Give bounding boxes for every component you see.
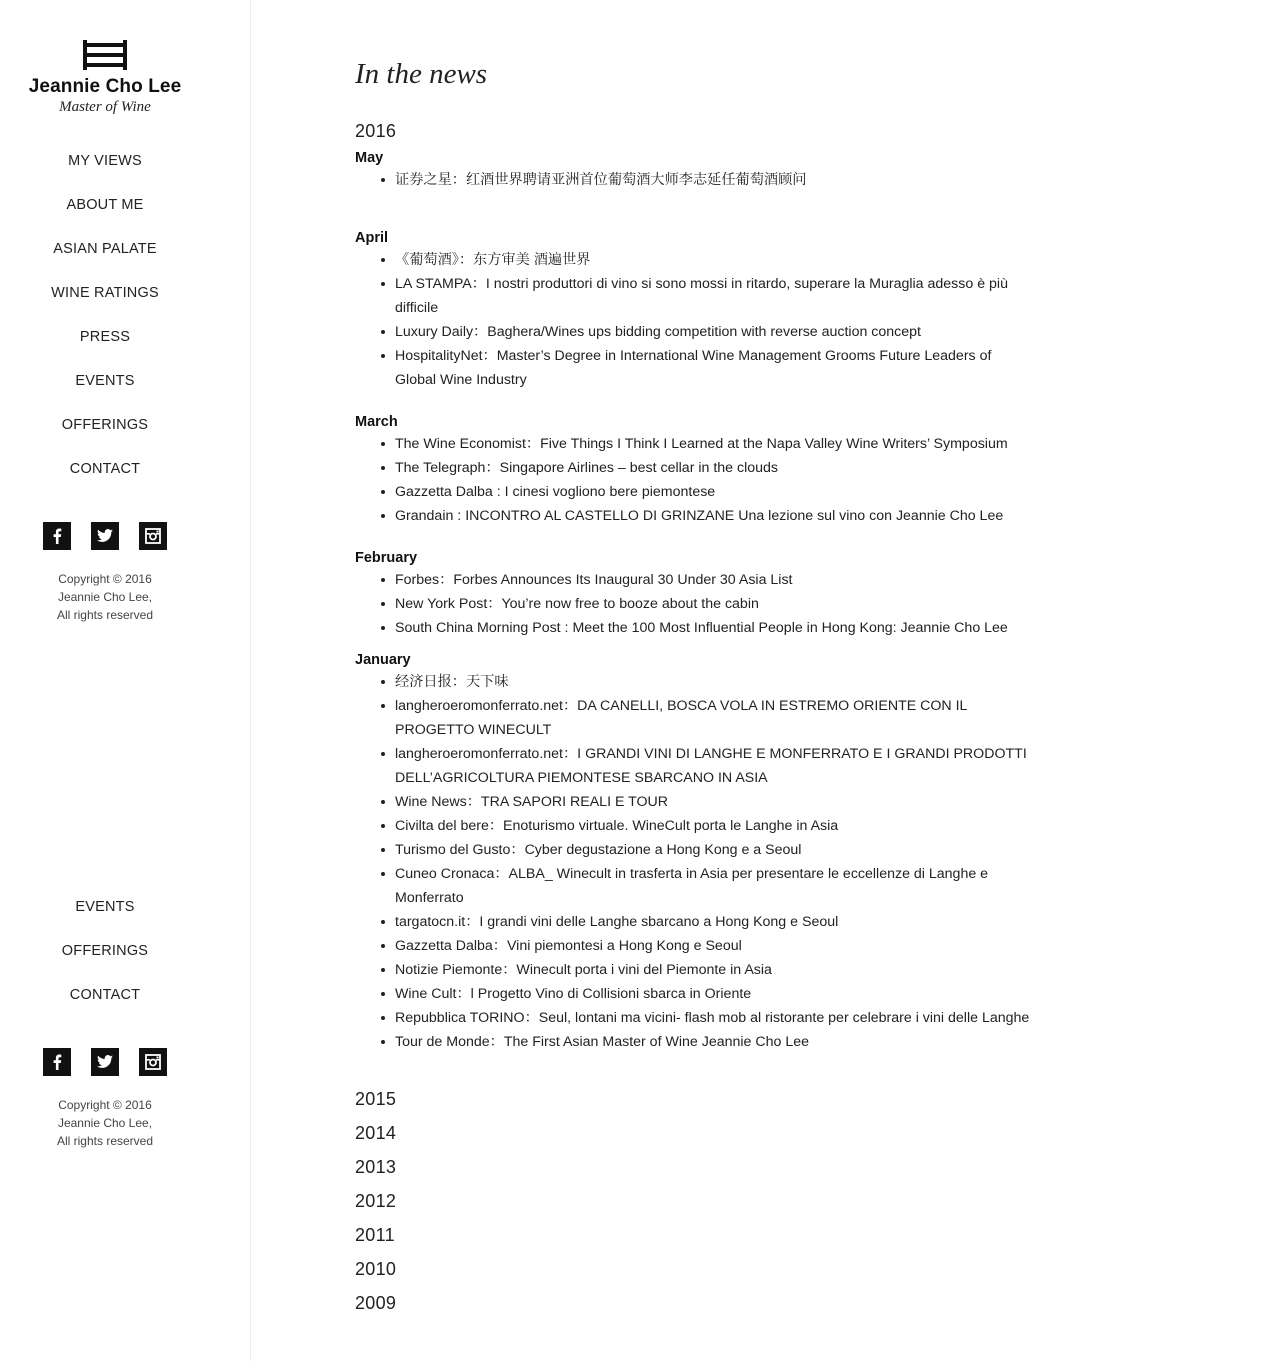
copyright-line-2: Jeannie Cho Lee, [57, 1116, 153, 1130]
month-heading: January [355, 652, 411, 668]
archive-years [355, 1082, 1035, 1320]
news-item[interactable]: langheroeromonferrato.net：I GRANDI VINI DI LANGHE E MONFERRATO E I GRANDI PRODOTTI DELL’AGRICOLTURA PIEMONTESE SBARCANO IN ASIA [355, 742, 1035, 790]
month-section-january [355, 648, 1035, 1054]
news-item[interactable]: Notizie Piemonte：Winecult porta i vini del Piemonte in Asia [355, 958, 1035, 982]
news-list [355, 248, 1035, 392]
instagram-icon[interactable] [139, 1048, 167, 1076]
nav-link-events-2[interactable]: EVENTS [75, 899, 135, 915]
news-list [355, 168, 1035, 192]
news-item[interactable]: Luxury Daily：Baghera/Wines ups bidding competition with reverse auction concept [355, 320, 1035, 344]
logo-mark-icon [83, 40, 127, 70]
copyright-line-1: Copyright © 2016 [58, 572, 152, 586]
nav-link-contact[interactable]: CONTACT [69, 461, 141, 477]
nav-item-offerings-2 [0, 940, 210, 984]
month-section-march [355, 410, 1035, 528]
news-item[interactable]: Cuneo Cronaca：ALBA_ Winecult in trasferta in Asia per presentare le eccellenze di Langhe e Monferrato [355, 862, 1035, 910]
nav-item-contact [0, 458, 210, 502]
copyright-line-3: All rights reserved [56, 608, 154, 622]
facebook-icon[interactable] [43, 522, 71, 550]
nav-link-wine-ratings[interactable]: WINE RATINGS [51, 285, 159, 301]
social-links-2 [43, 1048, 167, 1076]
news-list [355, 568, 1035, 640]
year-link-2011 [355, 1218, 1035, 1252]
news-item[interactable]: 证券之星：红酒世界聘请亚洲首位葡萄酒大师李志延任葡萄酒顾问 [355, 168, 1035, 192]
news-list [355, 432, 1035, 528]
news-item[interactable]: Tour de Monde：The First Asian Master of Wine Jeannie Cho Lee [355, 1030, 1035, 1054]
news-item[interactable]: 《葡萄酒》：东方审美 酒遍世界 [355, 248, 1035, 272]
main-content [355, 56, 1035, 1320]
news-item[interactable]: New York Post：You’re now free to booze about the cabin [355, 592, 1035, 616]
month-heading: March [355, 414, 398, 430]
news-item[interactable]: HospitalityNet：Master’s Degree in International Wine Management Grooms Future Leaders of Global Wine Industry [355, 344, 1035, 392]
year-link[interactable]: 2014 [355, 1123, 397, 1143]
news-item[interactable]: 经济日报：天下味 [355, 670, 1035, 694]
nav-link-contact-2[interactable]: CONTACT [69, 987, 141, 1003]
year-link-2013 [355, 1150, 1035, 1184]
year-link[interactable]: 2011 [355, 1225, 395, 1245]
nav-link-offerings-2[interactable]: OFFERINGS [61, 943, 149, 959]
news-item[interactable]: Repubblica TORINO：Seul, lontani ma vicini- flash mob al ristorante per celebrare i vini delle Langhe [355, 1006, 1035, 1030]
news-item[interactable]: langheroeromonferrato.net：DA CANELLI, BOSCA VOLA IN ESTREMO ORIENTE CON IL PROGETTO WINECULT [355, 694, 1035, 742]
copyright-line-2: Jeannie Cho Lee, [57, 590, 153, 604]
nav-link-about-me[interactable]: ABOUT ME [66, 197, 144, 213]
news-item[interactable]: Turismo del Gusto：Cyber degustazione a Hong Kong e a Seoul [355, 838, 1035, 862]
copyright-line-1: Copyright © 2016 [58, 1098, 152, 1112]
sidebar [0, 0, 251, 1361]
logo[interactable] [0, 40, 210, 116]
month-heading: April [355, 230, 389, 246]
copyright-2 [0, 1096, 210, 1150]
facebook-icon[interactable] [43, 1048, 71, 1076]
news-item[interactable]: Grandain : INCONTRO AL CASTELLO DI GRINZANE Una lezione sul vino con Jeannie Cho Lee [355, 504, 1035, 528]
nav-link-press[interactable]: PRESS [79, 329, 131, 345]
year-link[interactable]: 2010 [355, 1259, 397, 1279]
primary-nav [0, 150, 210, 502]
year-link[interactable]: 2012 [355, 1191, 397, 1211]
news-item[interactable]: The Telegraph：Singapore Airlines – best cellar in the clouds [355, 456, 1035, 480]
news-list [355, 670, 1035, 1054]
news-item[interactable]: Wine News：TRA SAPORI REALI E TOUR [355, 790, 1035, 814]
nav-link-asian-palate[interactable]: ASIAN PALATE [53, 241, 157, 257]
brand-subtitle: Master of Wine [59, 99, 151, 115]
nav-item-contact-2 [0, 984, 210, 1028]
social-links [43, 522, 167, 550]
nav-item-offerings [0, 414, 210, 458]
nav-link-my-views[interactable]: MY VIEWS [68, 153, 142, 169]
month-section-april [355, 226, 1035, 392]
month-heading: May [355, 150, 384, 166]
news-item[interactable]: Gazzetta Dalba：Vini piemontesi a Hong Kong e Seoul [355, 934, 1035, 958]
nav-item-asian-palate [0, 238, 210, 282]
twitter-icon[interactable] [91, 522, 119, 550]
year-link-2014 [355, 1116, 1035, 1150]
news-item[interactable]: Wine Cult：l Progetto Vino di Collisioni sbarca in Oriente [355, 982, 1035, 1006]
year-link-2009 [355, 1286, 1035, 1320]
brand-name: Jeannie Cho Lee [28, 76, 182, 97]
nav-item-my-views [0, 150, 210, 194]
news-item[interactable]: The Wine Economist：Five Things I Think I Learned at the Napa Valley Wine Writers’ Symposium [355, 432, 1035, 456]
secondary-nav [0, 896, 210, 1028]
news-item[interactable]: Civilta del bere：Enoturismo virtuale. WineCult porta le Langhe in Asia [355, 814, 1035, 838]
month-heading: February [355, 550, 418, 566]
news-item[interactable]: targatocn.it：I grandi vini delle Langhe sbarcano a Hong Kong e Seoul [355, 910, 1035, 934]
year-link-2015 [355, 1082, 1035, 1116]
nav-item-about-me [0, 194, 210, 238]
instagram-icon[interactable] [139, 522, 167, 550]
month-section-may [355, 146, 1035, 192]
nav-link-offerings[interactable]: OFFERINGS [61, 417, 149, 433]
nav-link-events[interactable]: EVENTS [75, 373, 135, 389]
year-heading-current[interactable]: 2016 [355, 121, 397, 141]
nav-item-wine-ratings [0, 282, 210, 326]
nav-item-events-2 [0, 896, 210, 940]
twitter-icon[interactable] [91, 1048, 119, 1076]
year-link-2010 [355, 1252, 1035, 1286]
year-link-2012 [355, 1184, 1035, 1218]
news-item[interactable]: Gazzetta Dalba : I cinesi vogliono bere piemontese [355, 480, 1035, 504]
year-link[interactable]: 2009 [355, 1293, 397, 1313]
news-item[interactable]: LA STAMPA：I nostri produttori di vino si sono mossi in ritardo, superare la Muraglia adesso è più difficile [355, 272, 1035, 320]
year-link[interactable]: 2015 [355, 1089, 397, 1109]
copyright-line-3: All rights reserved [56, 1134, 154, 1148]
page-title: In the news [355, 58, 488, 90]
news-item[interactable]: South China Morning Post : Meet the 100 Most Influential People in Hong Kong: Jeannie Cho Lee [355, 616, 1035, 640]
year-link[interactable]: 2013 [355, 1157, 397, 1177]
nav-item-events [0, 370, 210, 414]
nav-item-press [0, 326, 210, 370]
news-item[interactable]: Forbes：Forbes Announces Its Inaugural 30 Under 30 Asia List [355, 568, 1035, 592]
month-section-february [355, 546, 1035, 640]
copyright [0, 570, 210, 624]
